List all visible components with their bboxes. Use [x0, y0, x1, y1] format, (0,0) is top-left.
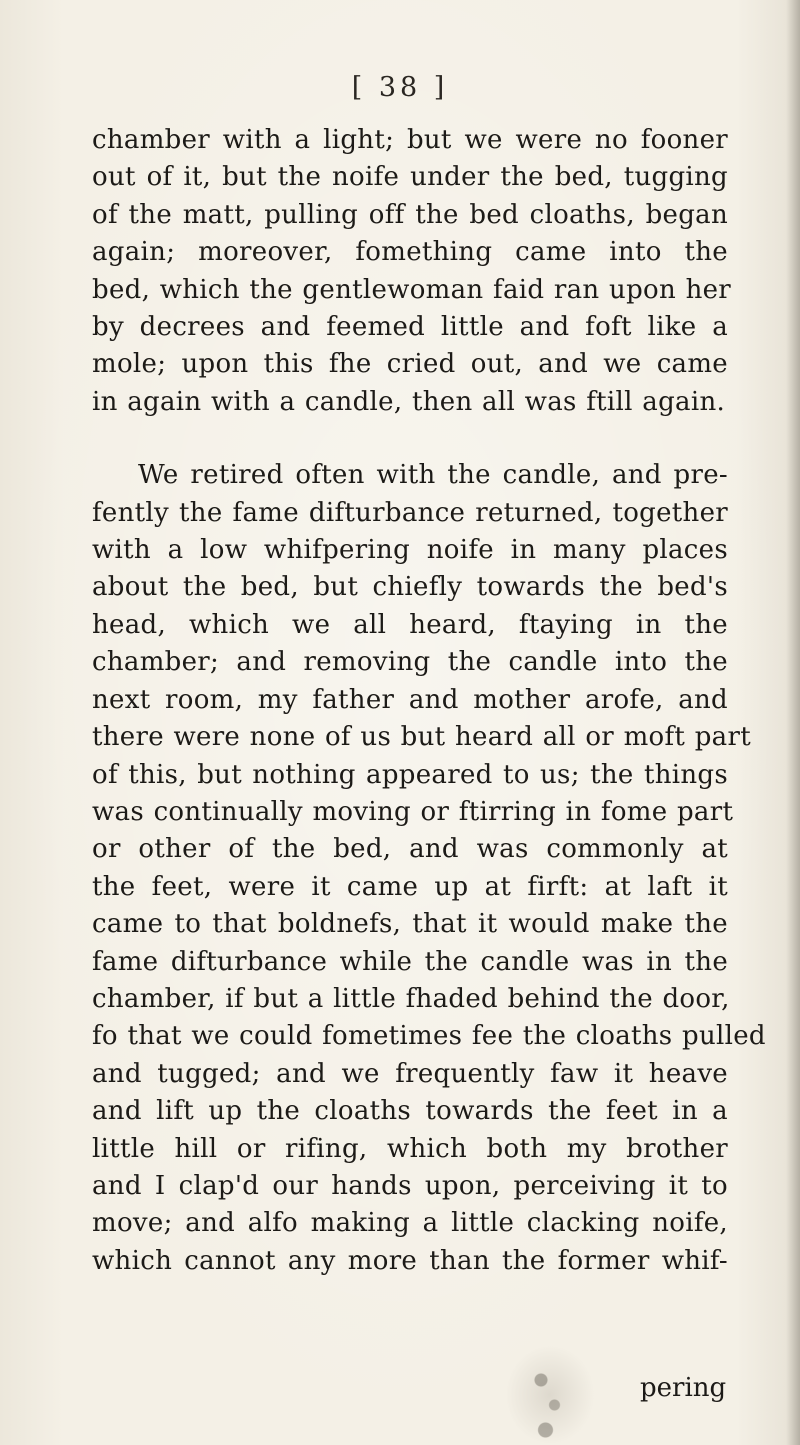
text-line: there were none of us but heard all or moft part	[92, 722, 751, 753]
text-line: chamber; and removing the candle into the	[92, 647, 728, 678]
text-line: fently the fame difturbance returned, together	[92, 497, 728, 528]
catchword: pering	[640, 1373, 727, 1403]
text-line: bed, which the gentlewoman faid ran upon her	[92, 274, 732, 305]
text-line: fo that we could fometimes fee the cloaths pulled	[92, 1021, 766, 1052]
text-line: little hill or rifing, which both my brother	[92, 1133, 728, 1164]
text-line: about the bed, but chiefly towards the bed's	[92, 572, 728, 603]
text-line: in again with a candle, then all was ftill again.	[92, 386, 726, 417]
paragraph	[92, 457, 766, 1280]
text-line: next room, my father and mother arofe, and	[92, 684, 728, 715]
page-body	[92, 122, 766, 1280]
text-line: which cannot any more than the former whif-	[92, 1245, 728, 1276]
text-line: head, which we all heard, ftaying in the	[92, 609, 728, 640]
text-line: with a low whifpering noife in many places	[92, 535, 728, 566]
text-line: by decrees and feemed little and foft like a	[92, 312, 728, 343]
text-line: and I clap'd our hands upon, perceiving it to	[92, 1170, 728, 1201]
text-line: fame difturbance while the candle was in the	[92, 946, 728, 977]
page-number: [ 38 ]	[351, 72, 449, 103]
text-line: or other of the bed, and was commonly at	[92, 834, 728, 865]
page-edge-shadow	[786, 0, 800, 1445]
text-line: mole; upon this fhe cried out, and we came	[92, 349, 728, 380]
text-line: chamber with a light; but we were no fooner	[92, 125, 728, 155]
text-line: of this, but nothing appeared to us; the things	[92, 759, 728, 790]
text-line: chamber, if but a little fhaded behind the door,	[92, 983, 730, 1014]
text-line: and lift up the cloaths towards the feet in a	[92, 1096, 728, 1127]
paragraph-gap	[92, 421, 728, 457]
paragraph	[92, 122, 732, 421]
text-line: the feet, were it came up at firft: at laft it	[92, 871, 728, 902]
ink-smudge	[505, 1345, 595, 1445]
text-line: was continually moving or ftirring in fome part	[92, 796, 734, 827]
text-line: move; and alfo making a little clacking noife,	[92, 1208, 728, 1239]
text-line: and tugged; and we frequently faw it heave	[92, 1058, 728, 1089]
text-line: We retired often with the candle, and pre-	[138, 460, 728, 491]
text-line: again; moreover, fomething came into the	[92, 237, 728, 268]
text-line: of the matt, pulling off the bed cloaths, began	[92, 199, 728, 230]
text-line: came to that boldnefs, that it would make the	[92, 909, 728, 940]
text-line: out of it, but the noife under the bed, tugging	[92, 162, 728, 193]
